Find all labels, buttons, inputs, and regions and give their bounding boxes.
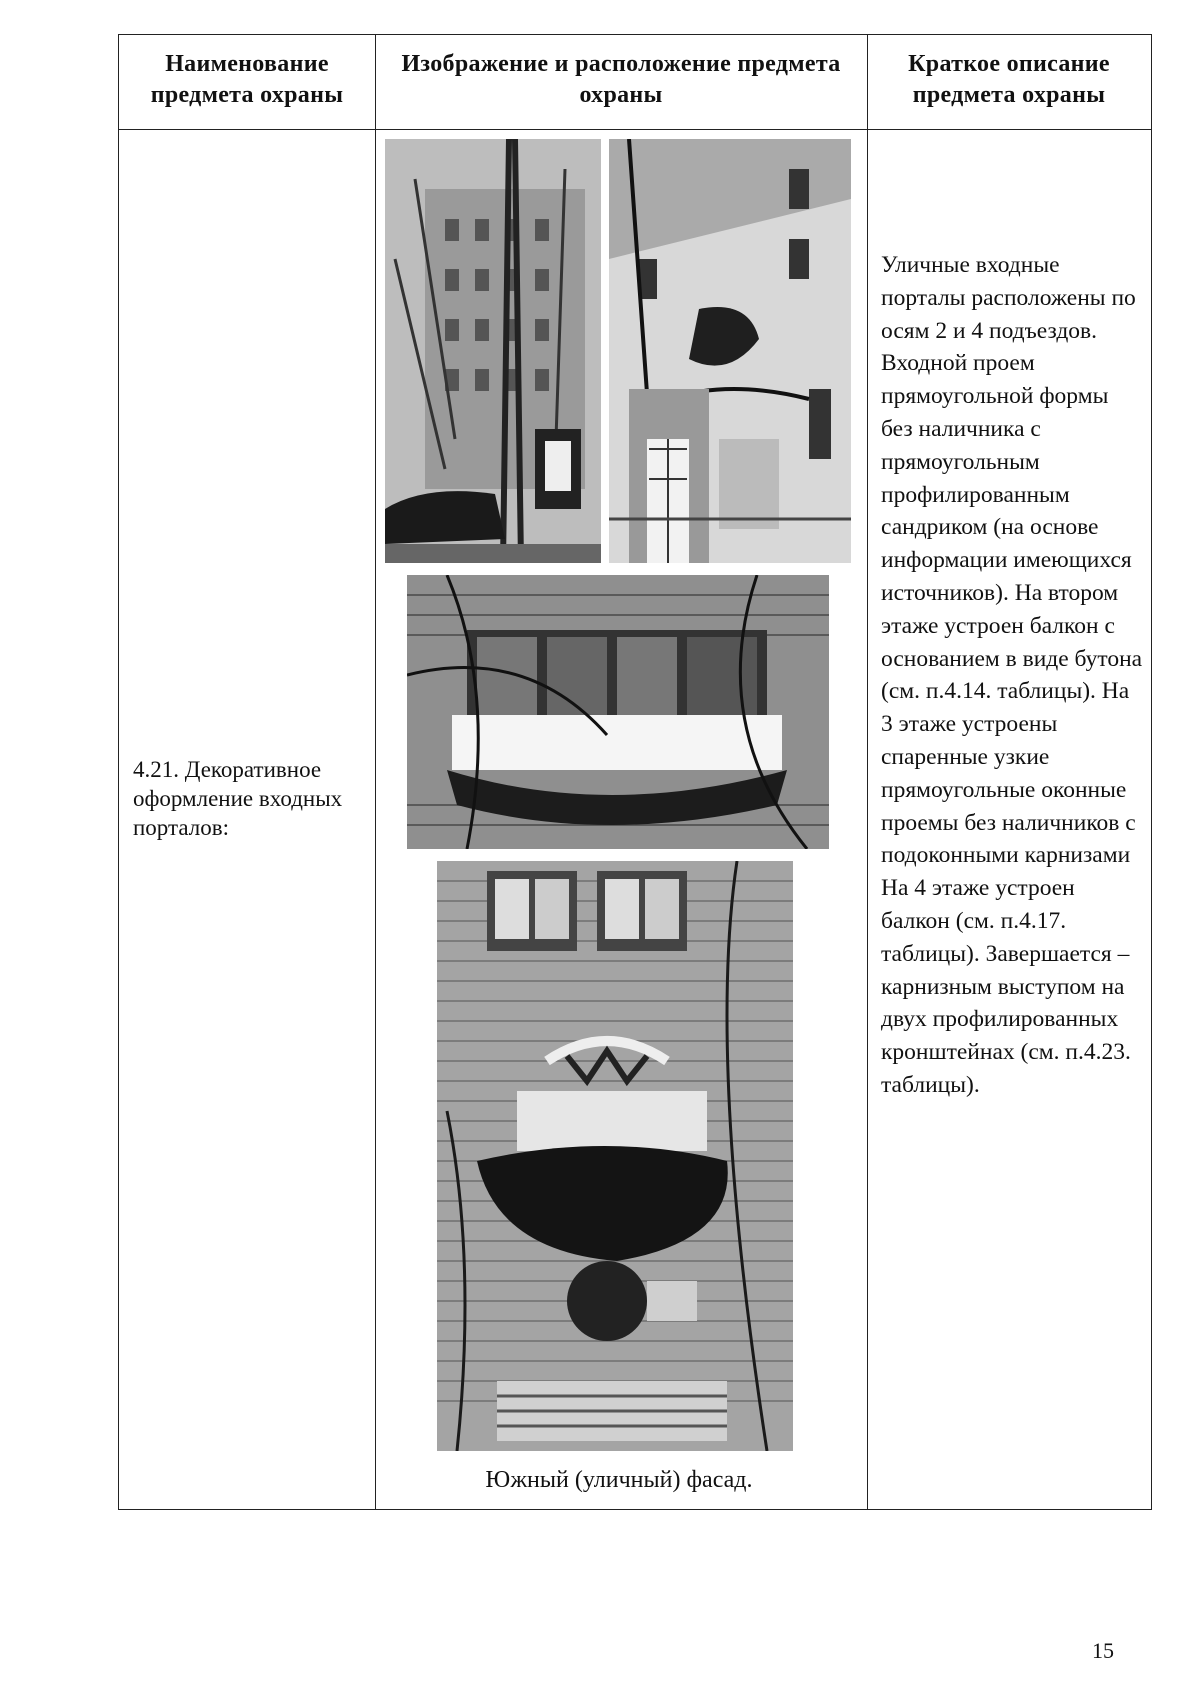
column-divider-2 bbox=[867, 35, 868, 1509]
photo-south-facade bbox=[437, 861, 793, 1451]
photo-balcony-closeup bbox=[407, 575, 829, 849]
protection-table bbox=[118, 34, 1152, 1510]
column-divider-1 bbox=[375, 35, 376, 1509]
header-description: Краткое описание предмета охраны bbox=[908, 51, 1110, 108]
header-divider bbox=[119, 129, 1151, 130]
header-name: Наименование предмета охраны bbox=[150, 51, 344, 108]
description-paragraph: Уличные входные порталы расположены по осям 2 и 4 подъездов. Входной проем прямоугольной формы без наличника с прямоугольным профилированным сандриком (на основе информации имеющихся источников). На втором этаже устроен балкон с основанием в виде бутона (см. п.4.14. таблицы). На 3 этаже устроены спаренные узкие прямоугольные оконные проемы без наличников с подоконными карнизами bbox=[881, 252, 1143, 869]
item-name: 4.21. Декоративное оформление входных порталов: bbox=[133, 757, 343, 840]
page-number: 15 bbox=[1092, 1638, 1114, 1663]
description-paragraph: На 4 этаже устроен балкон (см. п.4.17. таблицы). Завершается – карнизным выступом на двух профилированных кронштейнах (см. п.4.23. таблицы). bbox=[881, 875, 1131, 1098]
header-image: Изображение и расположение предмета охраны bbox=[401, 51, 841, 108]
item-description bbox=[881, 249, 1143, 1102]
photo-street-view bbox=[385, 139, 601, 563]
photo-caption: Южный (уличный) фасад. bbox=[485, 1467, 753, 1493]
photo-facade-balconies bbox=[609, 139, 851, 563]
